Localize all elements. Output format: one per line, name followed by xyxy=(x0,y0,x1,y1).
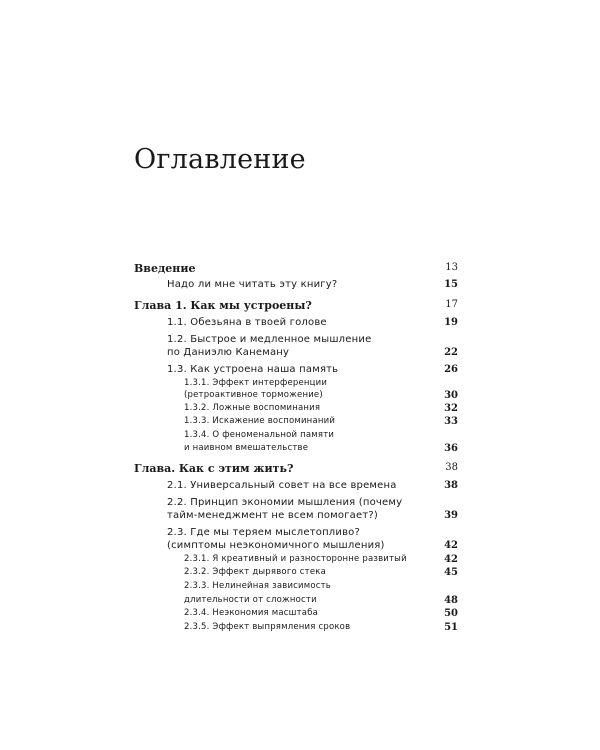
toc-entry-title: 2.3.1. Я креативный и разносторонне развитый xyxy=(184,554,407,564)
toc-entry-page: 38 xyxy=(445,462,458,473)
toc-entry-title: 2.3.2. Эффект дырявого стека xyxy=(184,567,326,577)
toc-entry-title: 2.3.5. Эффект выпрямления сроков xyxy=(184,622,351,632)
toc-entry-page: 50 xyxy=(444,608,458,619)
page-title: Оглавление xyxy=(134,144,306,175)
toc-entry-title: (симптомы неэкономичного мышления) xyxy=(167,540,385,551)
toc-entry-title: 2.2. Принцип экономии мышления (почему xyxy=(167,497,403,508)
toc-entry-page: 39 xyxy=(444,510,458,521)
toc-entry-page: 26 xyxy=(444,364,458,375)
toc-entry-page: 30 xyxy=(444,390,458,401)
toc-entry-title: 1.2. Быстрое и медленное мышление xyxy=(167,334,372,345)
toc-entry-page: 38 xyxy=(444,480,458,491)
toc-entry-page: 51 xyxy=(444,622,458,633)
toc-entry-title: Глава. Как с этим жить? xyxy=(134,462,294,475)
toc-entry-page: 45 xyxy=(444,567,458,578)
toc-entry-title: (ретроактивное торможение) xyxy=(184,390,323,400)
toc-entry-title: 2.3. Где мы теряем мыслетопливо? xyxy=(167,527,361,538)
toc-entry-title: 1.1. Обезьяна в твоей голове xyxy=(167,317,327,328)
toc-entry-page: 42 xyxy=(444,540,458,551)
toc-entry-page: 13 xyxy=(445,262,458,273)
toc-entry-title: длительности от сложности xyxy=(184,595,317,605)
toc-entry-title: тайм-менеджмент не всем помогает?) xyxy=(167,510,378,521)
toc-entry-title: 1.3.1. Эффект интерференции xyxy=(184,378,328,388)
toc-entry-page: 48 xyxy=(444,595,458,606)
toc-entry-title: 1.3. Как устроена наша память xyxy=(167,364,339,375)
toc-entry-page: 32 xyxy=(444,403,458,414)
toc-entry-page: 33 xyxy=(444,416,458,427)
toc-entry-title: Глава 1. Как мы устроены? xyxy=(134,299,312,312)
toc-entry-title: 1.3.4. О феноменальной памяти xyxy=(184,430,335,440)
toc-entry-page: 15 xyxy=(444,279,458,290)
toc-entry-title: по Даниэлю Канеману xyxy=(167,347,290,358)
toc-entry-title: 2.1. Универсальный совет на все времена xyxy=(167,480,397,491)
toc-entry-page: 22 xyxy=(444,347,458,358)
toc-entry-title: 1.3.3. Искажение воспоминаний xyxy=(184,416,336,426)
toc-entry-page: 36 xyxy=(444,443,458,454)
toc-entry-title: 2.3.3. Нелинейная зависимость xyxy=(184,581,332,591)
toc-entry-page: 19 xyxy=(444,317,458,328)
toc-entry-page: 42 xyxy=(444,554,458,565)
toc-entry-title: 2.3.4. Неэкономия масштаба xyxy=(184,608,319,618)
toc-entry-title: 1.3.2. Ложные воспоминания xyxy=(184,403,321,413)
toc-entry-page: 17 xyxy=(445,299,458,310)
toc-entry-title: и наивном вмешательстве xyxy=(184,443,309,453)
toc-entry-title: Надо ли мне читать эту книгу? xyxy=(167,279,338,290)
toc-entry-title: Введение xyxy=(134,262,196,275)
